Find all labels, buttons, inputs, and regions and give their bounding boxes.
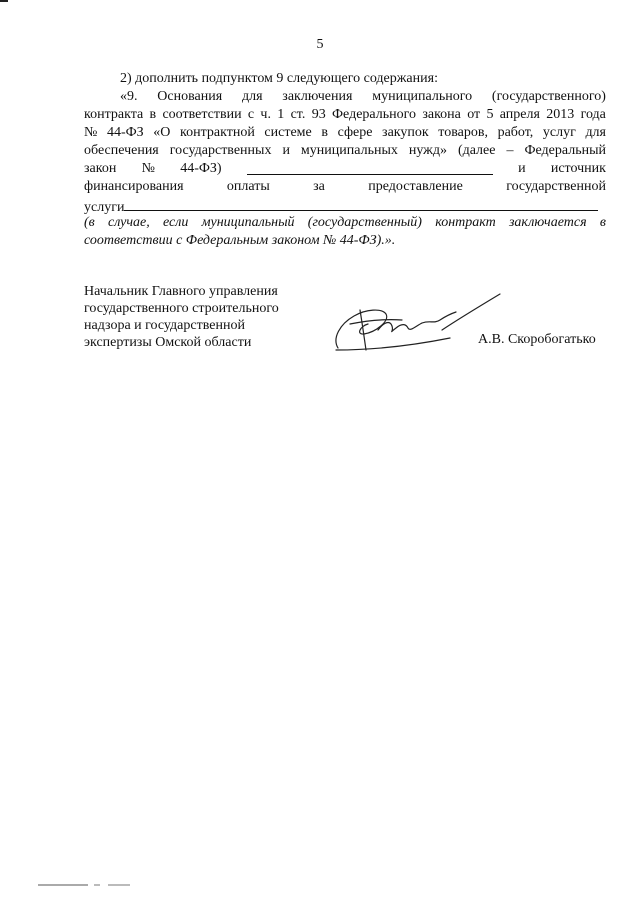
footer-scan-marks — [38, 884, 138, 886]
para-line-2: контракта в соответствии с ч. 1 ст. 93 Федерального закона от 5 апреля 2013 года — [84, 107, 606, 122]
position-line: надзора и государственной — [84, 318, 245, 333]
fill-in-blank — [124, 196, 598, 211]
corner-mark — [0, 0, 8, 2]
intro-line: 2) дополнить подпунктом 9 следующего содержания: — [120, 71, 438, 86]
para-line-5: закон № 44-ФЗ) и источник — [84, 161, 606, 176]
para-line-7: услуги — [84, 196, 606, 214]
fill-in-blank — [247, 160, 493, 175]
signatory-position — [84, 283, 279, 351]
note-line-1: (в случае, если муниципальный (государственный) контракт заключается в — [84, 215, 606, 230]
note-line-2: соответствии с Федеральным законом № 44-ФЗ).». — [84, 233, 396, 248]
position-line: государственного строительного — [84, 301, 279, 316]
position-line: экспертизы Омской области — [84, 335, 252, 350]
position-line: Начальник Главного управления — [84, 284, 278, 299]
para-line-6: финансирования оплаты за предоставление государственной — [84, 179, 606, 194]
para-line-4: обеспечения государственных и муниципальных нужд» (далее – Федеральный — [84, 143, 606, 158]
amendment-text — [84, 70, 606, 250]
signatory-name: А.В. Скоробогатько — [478, 332, 596, 347]
page-number: 5 — [316, 37, 324, 52]
para-line-1: «9. Основания для заключения муниципального (государственного) — [120, 89, 606, 104]
para-line-3: № 44-ФЗ «О контрактной системе в сфере закупок товаров, работ, услуг для — [84, 125, 606, 140]
